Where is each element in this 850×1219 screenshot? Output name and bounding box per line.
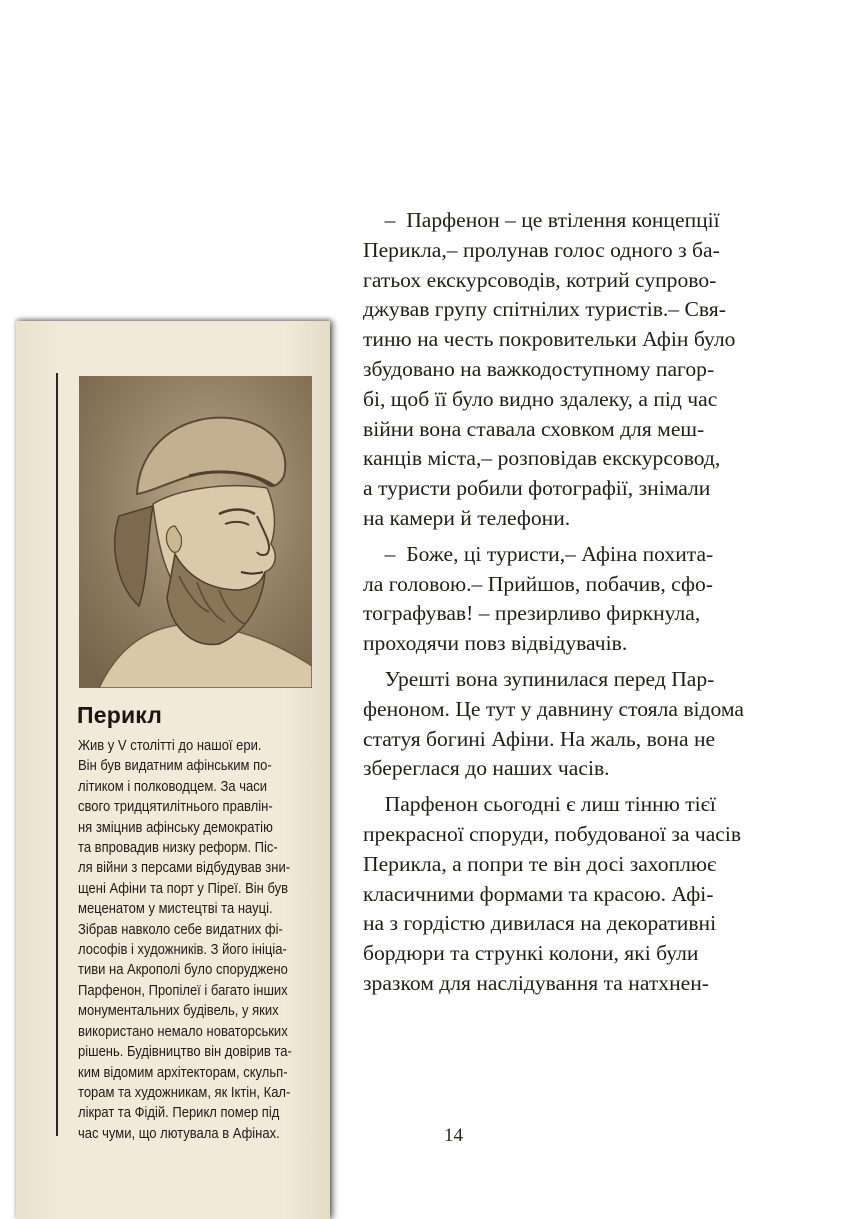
text-line: прекрасної споруди, побудованої за часів: [363, 821, 742, 846]
text-line: зразком для наслідування та натхнен-: [363, 970, 709, 995]
text-line: збереглася до наших часів.: [363, 756, 610, 781]
sidebar-line: час чуми, що лютувала в Афінах.: [78, 1125, 280, 1142]
sidebar-line: літиком і полководцем. За часи: [78, 778, 268, 795]
sidebar-line: монументальних будівель, у яких: [78, 1003, 279, 1020]
text-line: тиню на честь покровительки Афін було: [363, 327, 736, 352]
page-number: 14: [444, 1125, 463, 1146]
sidebar-line: рішень. Будівництво він довірив та-: [78, 1044, 292, 1061]
text-line: канців міста,– розповідав екскурсовод,: [363, 446, 721, 471]
sidebar-line: меценатом у мистецтві та науці.: [78, 901, 273, 918]
text-line: проходячи повз відвідувачів.: [363, 631, 628, 656]
sidebar-line: ким відомим архітекторам, скульп-: [78, 1064, 288, 1081]
sidebar-line: торам та художникам, як Іктін, Кал-: [78, 1084, 291, 1101]
pericles-portrait: [79, 376, 312, 688]
text-line: Парфенон сьогодні є лиш тінню тієї: [363, 792, 716, 817]
text-line: – Боже, ці туристи,– Афіна похита-: [363, 541, 714, 566]
text-line: збудовано на важкодоступному пагор-: [363, 356, 715, 381]
text-line: джував групу спітнілих туристів.– Свя-: [363, 297, 726, 322]
text-line: бі, щоб її було видно здалеку, а під час: [363, 386, 718, 411]
sidebar-line: Парфенон, Пропілеї і багато інших: [78, 982, 288, 999]
sidebar-title: Перикл: [77, 702, 163, 728]
text-line: Перикла, а попри те він досі захоплює: [363, 851, 717, 876]
text-line: тографував! – презирливо фиркнула,: [363, 601, 701, 626]
sidebar-line: ня зміцнив афінську демократію: [78, 819, 273, 836]
text-line: – Парфенон – це втілення концепції: [363, 208, 720, 232]
text-line: феноном. Це тут у давнину стояла відома: [363, 696, 745, 721]
sidebar-line: використано немало новаторських: [78, 1023, 288, 1040]
pericles-bust-image: [79, 376, 312, 688]
text-line: ла головою.– Прийшов, побачив, сфо-: [363, 571, 713, 596]
sidebar-line: Він був видатним афінським по-: [78, 758, 272, 775]
text-line: бордюри та стрункі колони, які були: [363, 941, 699, 966]
text-line: на камери й телефони.: [363, 505, 571, 530]
text-line: на з гордістю дивилася на декоративні: [363, 911, 717, 936]
sidebar-line: та впровадив низку реформ. Піс-: [78, 840, 278, 857]
sidebar-line: Жив у V столітті до нашої ери.: [78, 738, 262, 754]
sidebar-biography: [78, 736, 301, 1144]
sidebar-line: Зібрав навколо себе видатних фі-: [78, 921, 283, 938]
sidebar-line: тиви на Акрополі було споруджено: [78, 962, 288, 979]
sidebar-line: лікрат та Фідій. Перикл помер під: [78, 1105, 280, 1122]
sidebar-line: ля війни з персами відбудував зни-: [78, 860, 291, 877]
sidebar-line: свого тридцятилітнього правлін-: [78, 799, 273, 816]
text-line: статуя богині Афіни. На жаль, вона не: [363, 726, 716, 751]
main-text-column: [363, 206, 743, 999]
text-line: класичними формами та красою. Афі-: [363, 881, 714, 906]
text-line: Урешті вона зупинилася перед Пар-: [363, 666, 715, 691]
text-line: війни вона ставала сховком для меш-: [363, 416, 705, 441]
sidebar-line: щені Афіни та порт у Піреї. Він був: [78, 880, 289, 897]
text-line: а туристи робили фотографії, знімали: [363, 476, 711, 501]
sidebar-vertical-rule: [56, 373, 58, 1136]
sidebar-line: лософів і художників. З його ініціа-: [78, 942, 287, 959]
text-line: гатьох екскурсоводів, котрий супрово-: [363, 267, 717, 292]
text-line: Перикла,– пролунав голос одного з ба-: [363, 237, 720, 262]
